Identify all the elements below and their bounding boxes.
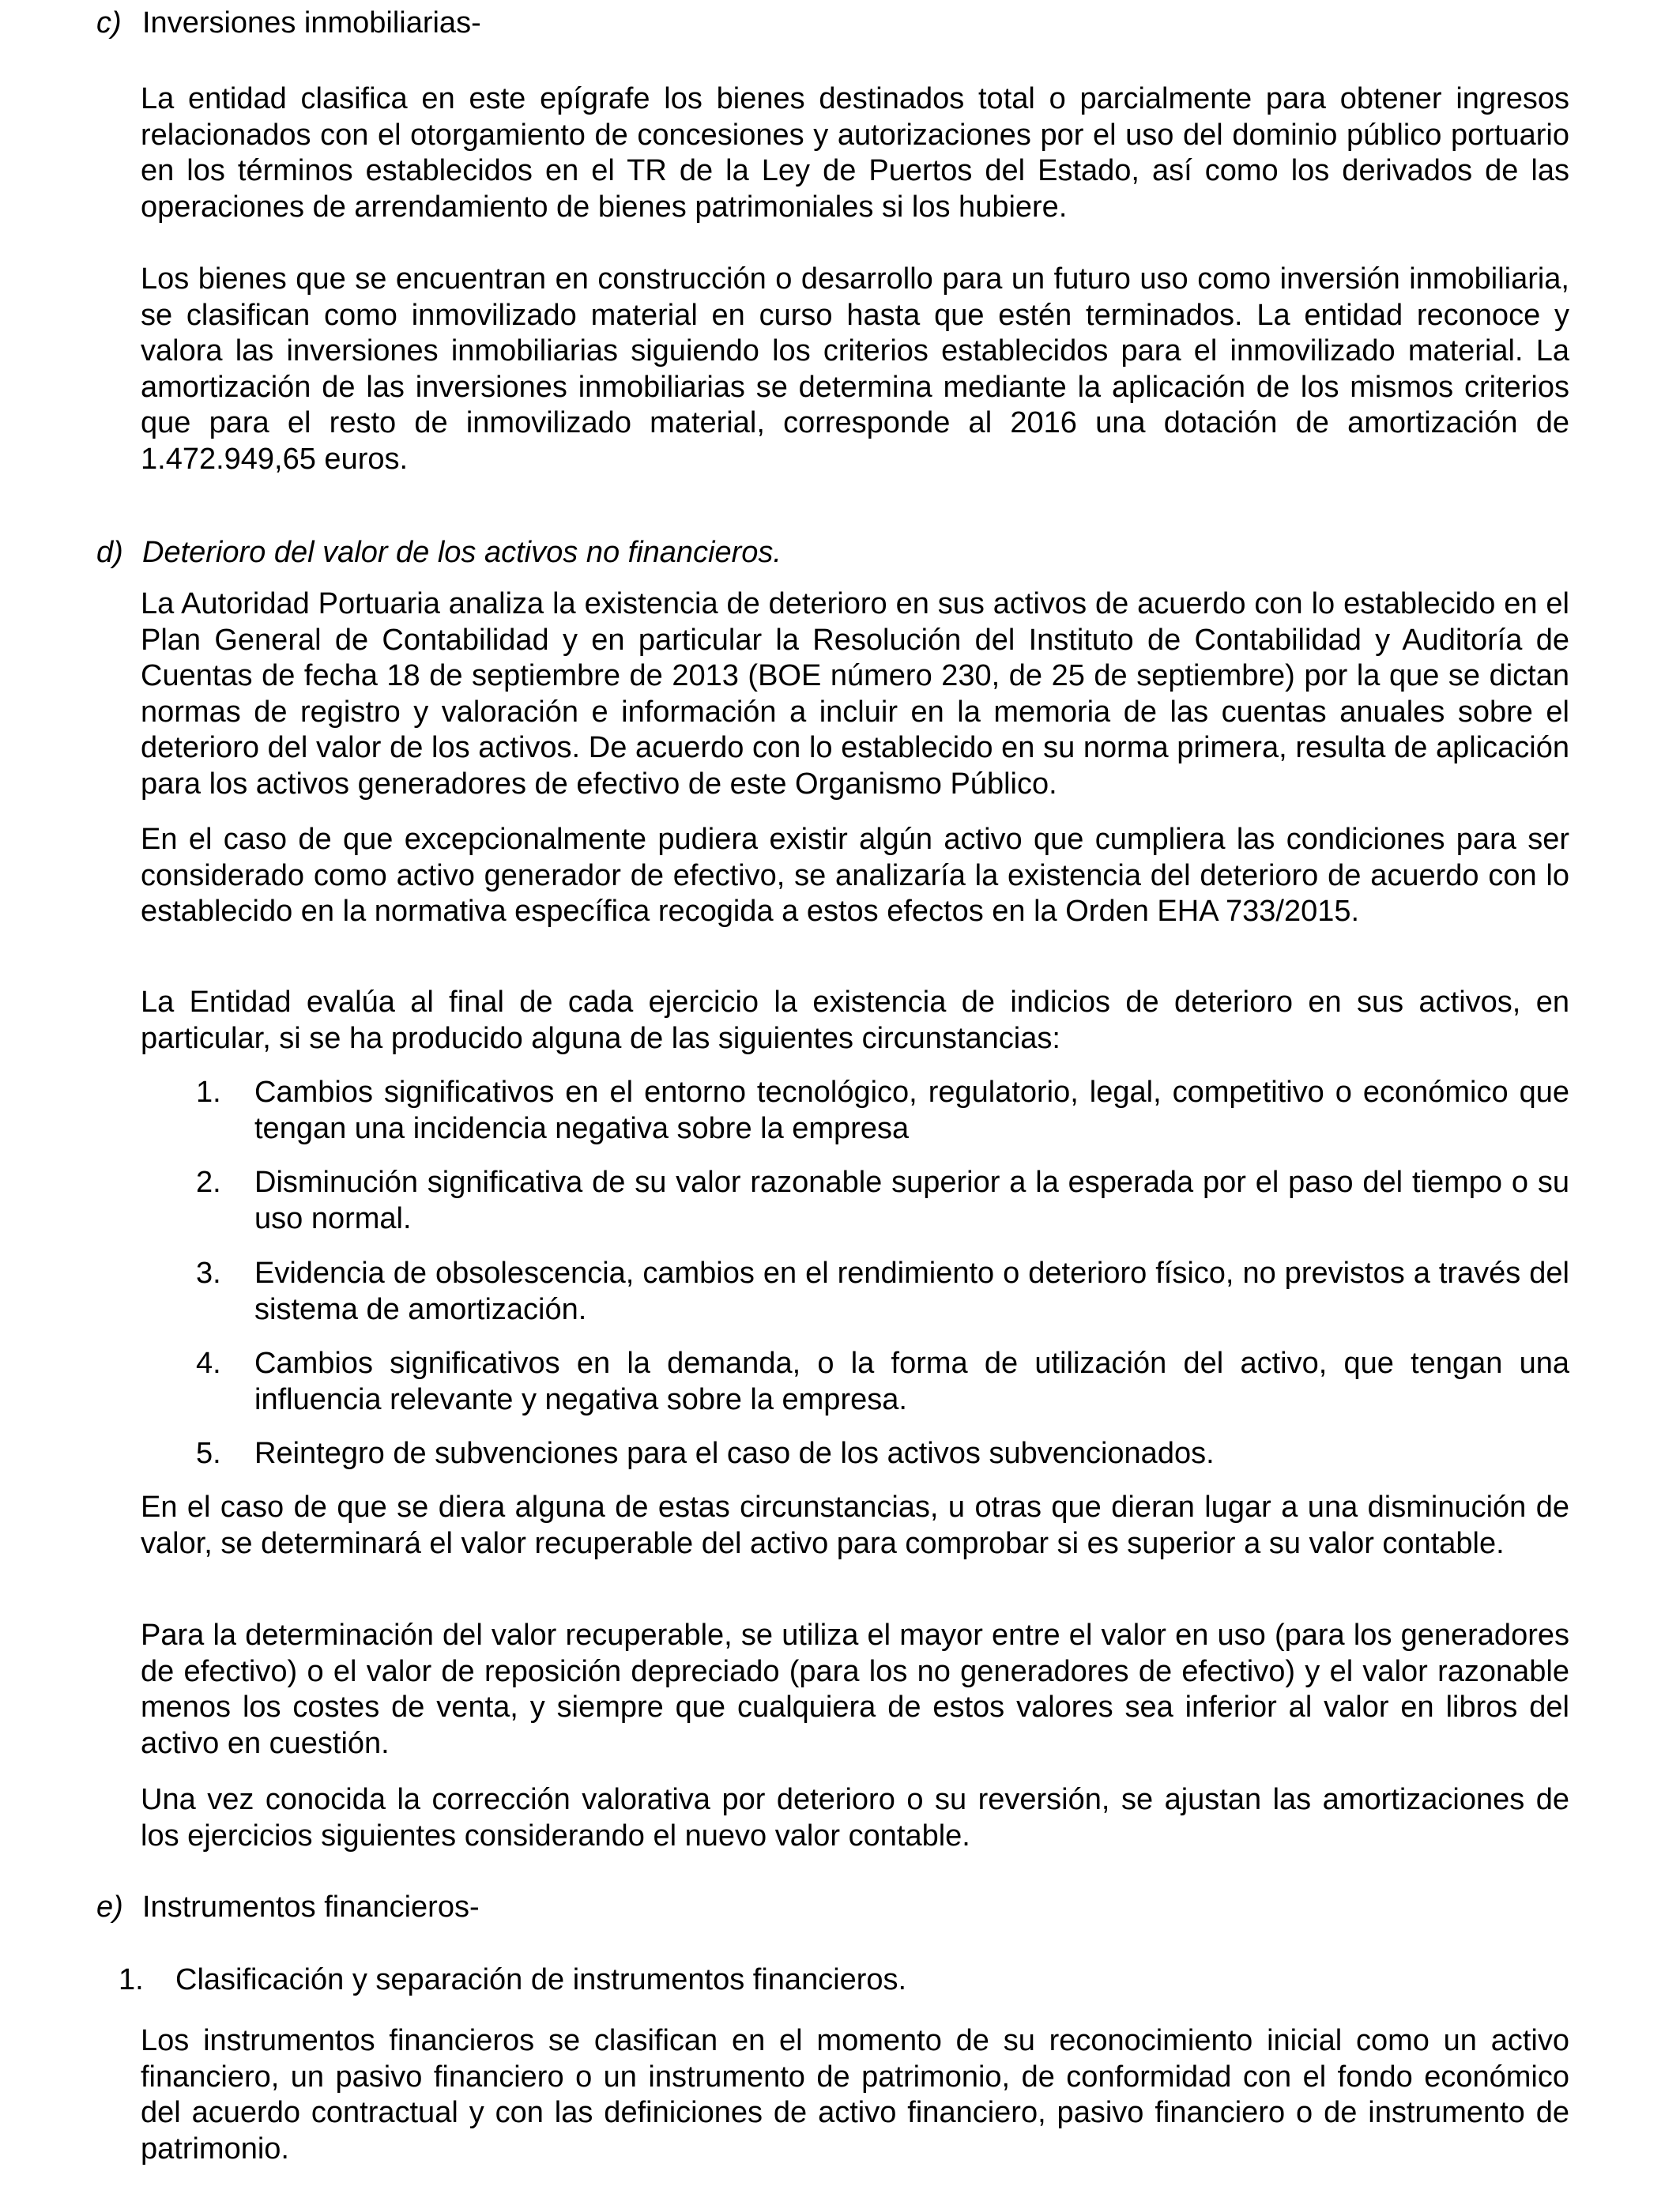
list-item-number: 5. [196, 1437, 221, 1470]
list-item-number: 1. [196, 1076, 221, 1109]
section-d-title: Deterioro del valor de los activos no financieros. [142, 536, 782, 569]
section-d-after-paragraph-3: Una vez conocida la corrección valorativa por deterioro o su reversión, se ajustan las amortizaciones de los ejercicios siguientes considerando el nuevo valor contable. [141, 1783, 1569, 1853]
section-e-letter: e) [96, 1891, 123, 1924]
list-item-text: Reintegro de subvenciones para el caso de los activos subvencionados. [254, 1437, 1215, 1470]
section-e-subsection-heading [119, 1962, 906, 1998]
subsection-title: Clasificación y separación de instrumentos financieros. [175, 1963, 907, 1996]
section-c-title: Inversiones inmobiliarias- [142, 6, 481, 40]
section-d-heading [96, 534, 782, 571]
list-item-text: Cambios significativos en el entorno tecnológico, regulatorio, legal, competitivo o económico que tengan una incidencia negativa sobre la empresa [254, 1076, 1569, 1145]
list-item-text: Cambios significativos en la demanda, o la forma de utilización del activo, que tengan una influencia relevante y negativa sobre la empresa. [254, 1347, 1569, 1416]
section-e-title: Instrumentos financieros- [142, 1891, 480, 1924]
section-e-heading [96, 1889, 480, 1925]
list-item-text: Disminución significativa de su valor razonable superior a la esperada por el paso del tiempo o su uso normal. [254, 1166, 1569, 1235]
section-e-paragraph-1: Los instrumentos financieros se clasifican en el momento de su reconocimiento inicial como un activo financiero, un pasivo financiero o un instrumento de patrimonio, de conformidad con el fondo económico del acuerdo contractual y con las definiciones de activo financiero, pasivo financiero o de instrumento de patrimonio. [141, 2024, 1569, 2166]
list-item-text: Evidencia de obsolescencia, cambios en el rendimiento o deterioro físico, no previstos a través del sistema de amortización. [254, 1257, 1569, 1326]
section-c-letter: c) [96, 6, 122, 40]
section-d-paragraph-1: La Autoridad Portuaria analiza la existencia de deterioro en sus activos de acuerdo con lo establecido en el Plan General de Contabilidad y en particular la Resolución del Instituto de Contabilidad y Auditoría de Cuentas de fecha 18 de septiembre de 2013 (BOE número 230, de 25 de septiembre) por la que se dictan normas de registro y valoración e información a incluir en la memoria de las cuentas anuales sobre el deterioro del valor de los activos. De acuerdo con lo establecido en su norma primera, resulta de aplicación para los activos generadores de efectivo de este Organismo Público. [141, 587, 1569, 801]
section-d-after-paragraph-1: En el caso de que se diera alguna de estas circunstancias, u otras que dieran lugar a una disminución de valor, se determinará el valor recuperable del activo para comprobar si es superior a su valor contable. [141, 1491, 1569, 1560]
section-d-letter: d) [96, 536, 123, 569]
section-d-paragraph-2: En el caso de que excepcionalmente pudiera existir algún activo que cumpliera las condiciones para ser considerado como activo generador de efectivo, se analizaría la existencia del deterioro de acuerdo con lo establecido en la normativa específica recogida a estos efectos en la Orden EHA 733/2015. [141, 823, 1569, 929]
section-c-heading [96, 5, 481, 41]
subsection-number: 1. [119, 1963, 144, 1996]
section-d-after-paragraph-2: Para la determinación del valor recuperable, se utiliza el mayor entre el valor en uso (para los generadores de efectivo) o el valor de reposición depreciado (para los no generadores de efectivo) y el valor razonable menos los costes de venta, y siempre que cualquiera de estos valores sea inferior al valor en libros del activo en cuestión. [141, 1619, 1569, 1760]
list-item-number: 2. [196, 1166, 221, 1199]
section-c-paragraph-1: La entidad clasifica en este epígrafe los bienes destinados total o parcialmente para obtener ingresos relacionados con el otorgamiento de concesiones y autorizaciones por el uso del dominio público portuario en los términos establecidos en el TR de la Ley de Puertos del Estado, así como los derivados de las operaciones de arrendamiento de bienes patrimoniales si los hubiere. [141, 82, 1569, 224]
section-c-paragraph-2: Los bienes que se encuentran en construcción o desarrollo para un futuro uso como inversión inmobiliaria, se clasifican como inmovilizado material en curso hasta que estén terminados. La entidad reconoce y valora las inversiones inmobiliarias siguiendo los criterios establecidos para el inmovilizado material. La amortización de las inversiones inmobiliarias se determina mediante la aplicación de los mismos criterios que para el resto de inmovilizado material, corresponde al 2016 una dotación de amortización de 1.472.949,65 euros. [141, 262, 1569, 476]
list-item-number: 4. [196, 1347, 221, 1380]
section-d-paragraph-3: La Entidad evalúa al final de cada ejercicio la existencia de indicios de deterioro en sus activos, en particular, si se ha producido alguna de las siguientes circunstancias: [141, 986, 1569, 1055]
list-item-number: 3. [196, 1257, 221, 1290]
